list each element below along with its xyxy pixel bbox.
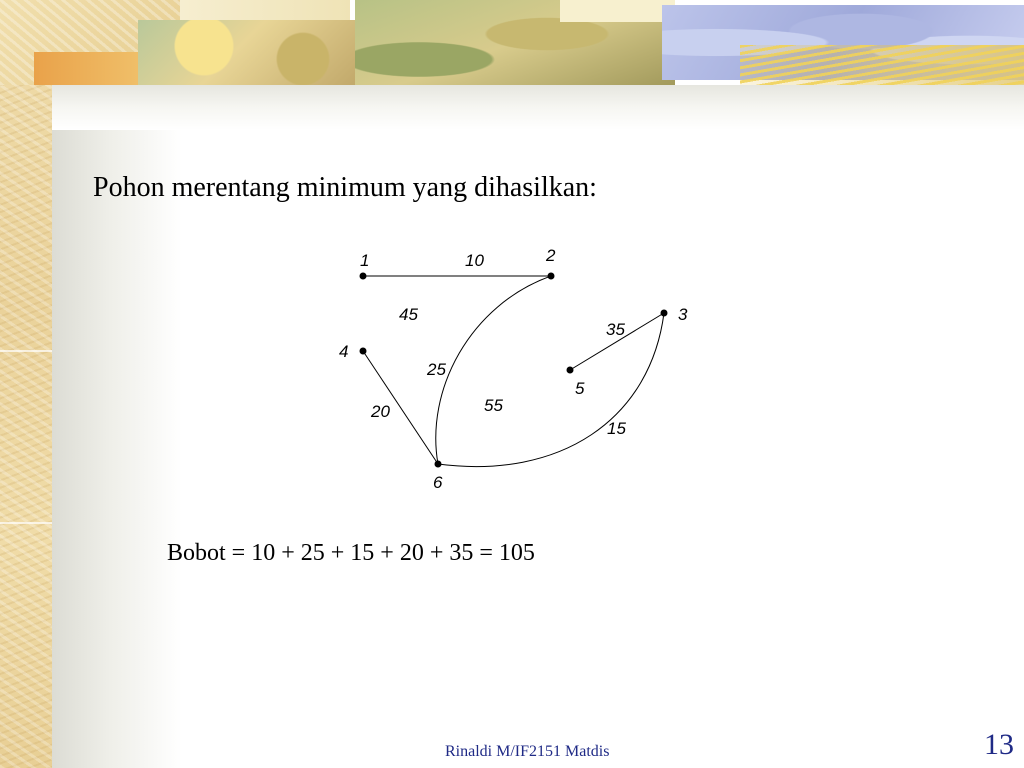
node-1	[360, 273, 367, 280]
edge-2-6	[436, 276, 551, 464]
node-6	[435, 461, 442, 468]
node-3	[661, 310, 668, 317]
edge-3-6	[438, 313, 664, 467]
weight-label-55: 55	[484, 396, 503, 415]
total-weight-formula: Bobot = 10 + 25 + 15 + 20 + 35 = 105	[167, 540, 535, 566]
node-label-5: 5	[575, 379, 585, 398]
edge-weight-4-6: 20	[371, 402, 390, 421]
node-2	[548, 273, 555, 280]
edge-weight-5-3: 35	[606, 320, 625, 339]
weight-label-45: 45	[399, 305, 418, 324]
slide-title: Pohon merentang minimum yang dihasilkan:	[93, 172, 597, 203]
edge-weight-3-6: 15	[607, 419, 626, 438]
edge-weight-2-6: 25	[427, 360, 446, 379]
node-label-6: 6	[433, 473, 443, 492]
node-label-4: 4	[339, 342, 349, 361]
node-label-3: 3	[678, 305, 688, 324]
node-label-2: 2	[546, 246, 556, 265]
node-5	[567, 367, 574, 374]
edge-weight-1-2: 10	[465, 251, 484, 270]
footer-author: Rinaldi M/IF2151 Matdis	[445, 743, 610, 760]
page-number: 13	[984, 728, 1014, 761]
node-label-1: 1	[360, 251, 370, 270]
node-4	[360, 348, 367, 355]
